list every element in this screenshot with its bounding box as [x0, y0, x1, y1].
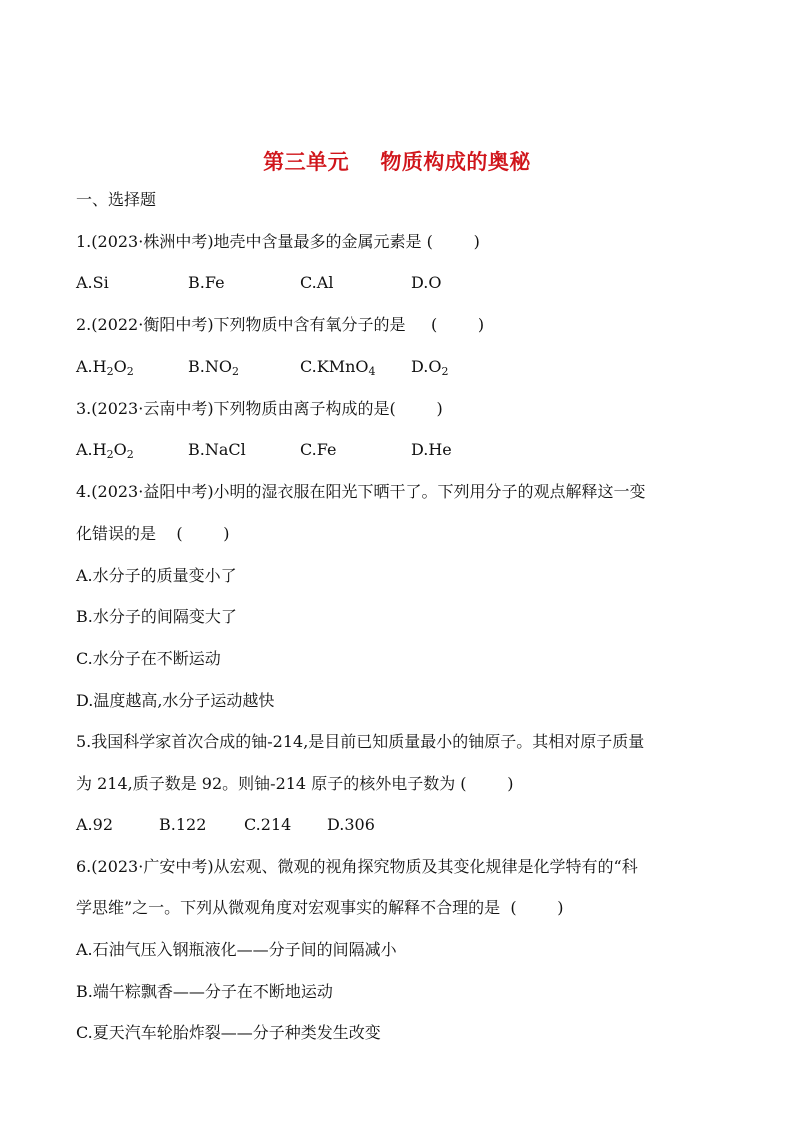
q1-option-d: D.O — [411, 273, 442, 292]
q1-option-c: C.Al — [300, 273, 334, 292]
question-4-stem-line-1: 4.(2023·益阳中考)小明的湿衣服在阳光下晒干了。下列用分子的观点解释这一变 — [76, 482, 646, 501]
q3-option-b: B.NaCl — [188, 440, 246, 459]
q5-option-d: D.306 — [327, 815, 375, 834]
q2-option-b: $B.NO_2$ — [188, 357, 239, 378]
q4-option-a: A.水分子的质量变小了 — [76, 566, 237, 585]
q1-option-b: B.Fe — [188, 273, 225, 292]
question-5-stem-line-1: 5.我国科学家首次合成的铀-214,是目前已知质量最小的铀原子。其相对原子质量 — [76, 732, 645, 751]
q6-option-b: B.端午粽飘香——分子在不断地运动 — [76, 982, 333, 1001]
section-heading: 一、选择题 — [76, 190, 157, 209]
q4-option-c: C.水分子在不断运动 — [76, 649, 221, 668]
q2-option-d: $D.O_2$ — [411, 357, 449, 378]
question-6-stem-line-2: 学思维”之一。下列从微观角度对宏观事实的解释不合理的是 ( ) — [76, 898, 564, 917]
q6-option-c: C.夏天汽车轮胎炸裂——分子种类发生改变 — [76, 1023, 381, 1042]
q6-option-a: A.石油气压入钢瓶液化——分子间的间隔减小 — [76, 940, 397, 959]
question-6-stem-line-1: 6.(2023·广安中考)从宏观、微观的视角探究物质及其变化规律是化学特有的“科 — [76, 857, 638, 876]
q1-option-a: A.Si — [76, 273, 109, 292]
question-2-stem: 2.(2022·衡阳中考)下列物质中含有氧分子的是 ( ) — [76, 315, 485, 334]
unit-title: 第三单元 物质构成的奥秘 — [263, 150, 531, 174]
q3-option-c: C.Fe — [300, 440, 337, 459]
question-5-stem-line-2: 为 214,质子数是 92。则铀-214 原子的核外电子数为 ( ) — [76, 774, 514, 793]
question-1-stem: 1.(2023·株洲中考)地壳中含量最多的金属元素是 ( ) — [76, 232, 480, 251]
q3-option-d: D.He — [411, 440, 452, 459]
question-3-stem: 3.(2023·云南中考)下列物质由离子构成的是( ) — [76, 399, 443, 418]
q2-option-a: $A.H_2O_2$ — [76, 357, 134, 378]
q5-option-c: C.214 — [244, 815, 292, 834]
q3-option-a: $A.H_2O_2$ — [76, 440, 134, 461]
question-4-stem-line-2: 化错误的是 ( ) — [76, 524, 230, 543]
q4-option-b: B.水分子的间隔变大了 — [76, 607, 237, 626]
q4-option-d: D.温度越高,水分子运动越快 — [76, 691, 275, 710]
q5-option-b: B.122 — [159, 815, 207, 834]
q5-option-a: A.92 — [76, 815, 113, 834]
q2-option-c: C.KMnO$_4$ — [300, 357, 376, 378]
